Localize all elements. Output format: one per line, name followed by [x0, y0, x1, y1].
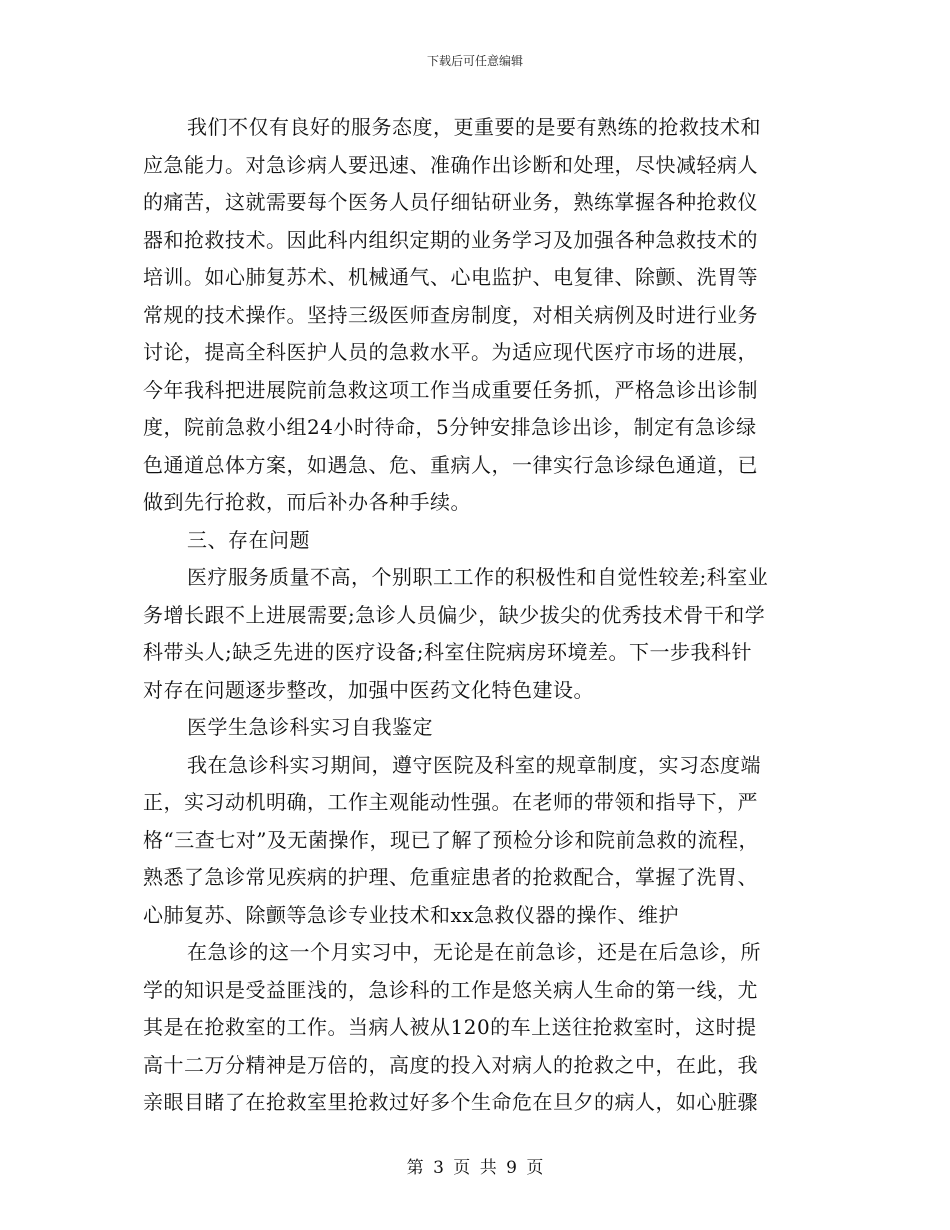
text-line: 正，实习动机明确，工作主观能动性强。在老师的带领和指导下，严	[143, 790, 758, 814]
section-heading: 三、存在问题	[187, 527, 310, 552]
body-text	[143, 109, 798, 1122]
text-line: 对存在问题逐步整改，加强中医药文化特色建设。	[143, 677, 594, 702]
text-line: 器和抢救技术。因此科内组织定期的业务学习及加强各种急救技术的	[143, 227, 758, 252]
section-heading: 医学生急诊科实习自我鉴定	[187, 715, 433, 739]
text-line: 务增长跟不上进展需要;急诊人员偏少，缺少拔尖的优秀技术骨干和学	[143, 602, 766, 627]
text-line: 学的知识是受益匪浅的，急诊科的工作是悠关病人生命的第一线，尤	[143, 977, 758, 1002]
text-line: 度，院前急救小组24小时待命，5分钟安排急诊出诊，制定有急诊绿	[143, 415, 757, 439]
text-line: 讨论，提高全科医护人员的急救水平。为适应现代医疗市场的进展，	[143, 340, 758, 364]
page-number-footer: 第 3 页 共 9 页	[406, 1158, 544, 1178]
text-line: 其是在抢救室的工作。当病人被从120的车上送往抢救室时，这时提	[143, 1015, 757, 1039]
text-line: 医疗服务质量不高，个别职工工作的积极性和自觉性较差;科室业	[187, 565, 769, 589]
text-line: 培训。如心肺复苏术、机械通气、心电监护、电复律、除颤、洗胃等	[143, 265, 758, 289]
text-line: 在急诊的这一个月实习中，无论是在前急诊，还是在后急诊，所	[187, 940, 761, 964]
text-line: 高十二万分精神是万倍的，高度的投入对病人的抢救之中，在此，我	[143, 1052, 758, 1077]
text-line: 科带头人;缺乏先进的医疗设备;科室住院病房环境差。下一步我科针	[143, 640, 752, 664]
text-line: 的痛苦，这就需要每个医务人员仔细钻研业务，熟练掌握各种抢救仪	[143, 190, 758, 214]
text-line: 今年我科把进展院前急救这项工作当成重要任务抓，严格急诊出诊制	[143, 377, 758, 402]
text-line: 熟悉了急诊常见疾病的护理、危重症患者的抢救配合，掌握了洗胃、	[143, 865, 758, 889]
text-line: 常规的技术操作。坚持三级医师查房制度，对相关病例及时进行业务	[143, 302, 758, 327]
text-line: 色通道总体方案，如遇急、危、重病人，一律实行急诊绿色通道，已	[143, 452, 758, 477]
page-header: 下载后可任意编辑	[426, 54, 523, 68]
text-line: 格“三查七对”及无菌操作，现已了解了预检分诊和院前急救的流程，	[143, 827, 759, 852]
text-line: 心肺复苏、除颤等急诊专业技术和xx急救仪器的操作、维护	[143, 902, 680, 927]
text-line: 亲眼目睹了在抢救室里抢救过好多个生命危在旦夕的病人，如心脏骤	[143, 1090, 758, 1114]
text-line: 我在急诊科实习期间，遵守医院及科室的规章制度，实习态度端	[187, 752, 761, 777]
text-line: 做到先行抢救，而后补办各种手续。	[143, 490, 471, 514]
text-line: 应急能力。对急诊病人要迅速、准确作出诊断和处理，尽快减轻病人	[143, 152, 758, 177]
text-line: 我们不仅有良好的服务态度，更重要的是要有熟练的抢救技术和	[187, 115, 761, 139]
